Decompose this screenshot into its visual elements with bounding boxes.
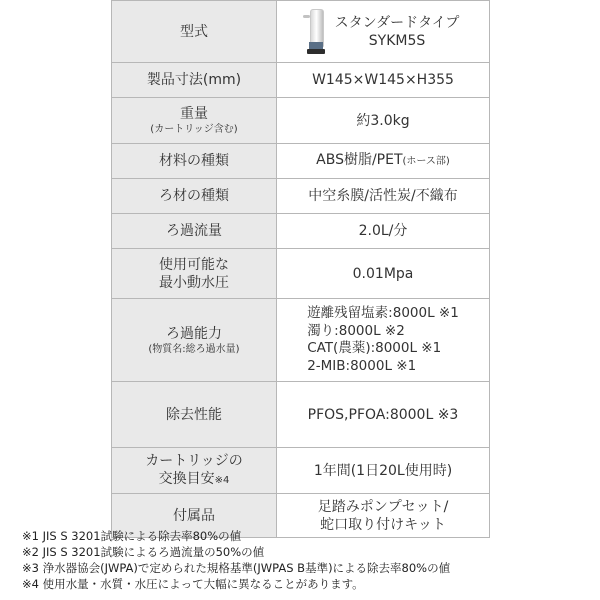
capacity-value-cat: CAT(農薬):8000L ※1 — [307, 340, 442, 356]
table-row — [112, 98, 490, 144]
replace-label-note: ※4 — [214, 474, 230, 486]
table-row — [112, 299, 490, 382]
capacity-values — [277, 299, 490, 382]
pressure-label-line-2: 最小動水圧 — [159, 274, 229, 291]
table-row — [112, 63, 490, 98]
flow-value: 2.0L/分 — [277, 214, 490, 249]
capacity-label-main: ろ過能力 — [166, 325, 222, 342]
flow-label: ろ過流量 — [112, 214, 277, 249]
capacity-value-2mib: 2-MIB:8000L ※1 — [307, 357, 417, 374]
pressure-label-line-1: 使用可能な — [159, 256, 229, 273]
accessories-label: 付属品 — [112, 494, 277, 538]
spec-table — [111, 0, 490, 538]
footnote-2: ※2 JIS S 3201試験によるろ過流量の50%の値 — [22, 545, 265, 559]
weight-label-main: 重量 — [180, 106, 208, 122]
removal-label: 除去性能 — [112, 382, 277, 448]
material-value-main: ABS樹脂/PET — [316, 152, 403, 168]
table-row — [112, 144, 490, 179]
material-label: 材料の種類 — [112, 144, 277, 179]
model-code: SYKM5S — [368, 32, 426, 49]
water-filter-icon — [307, 9, 325, 55]
capacity-value-turbidity: 濁り:8000L ※2 — [307, 322, 405, 339]
pressure-label — [112, 249, 277, 299]
filter-media-label: ろ材の種類 — [112, 179, 277, 214]
capacity-value-chlorine: 遊離残留塩素:8000L ※1 — [307, 305, 459, 321]
dimensions-label: 製品寸法(mm) — [112, 63, 277, 98]
table-row — [112, 214, 490, 249]
table-row — [112, 382, 490, 448]
table-row — [112, 249, 490, 299]
accessories-value-line-2: 蛇口取り付けキット — [320, 516, 446, 533]
table-row — [112, 1, 490, 63]
dimensions-value: W145×W145×H355 — [277, 63, 490, 98]
replace-value: 1年間(1日20L使用時) — [277, 448, 490, 494]
replace-label — [112, 448, 277, 494]
pressure-value: 0.01Mpa — [277, 249, 490, 299]
footnote-1: ※1 JIS S 3201試験による除去率80%の値 — [22, 529, 242, 543]
table-row — [112, 448, 490, 494]
model-value — [277, 1, 490, 63]
footnotes — [22, 528, 592, 592]
model-label: 型式 — [112, 1, 277, 63]
replace-label-line-1: カートリッジの — [145, 452, 243, 469]
material-value — [277, 144, 490, 179]
replace-label-line-2: 交換目安 — [158, 470, 215, 487]
table-row — [112, 179, 490, 214]
capacity-label — [112, 299, 277, 382]
filter-media-value: 中空糸膜/活性炭/不織布 — [277, 179, 490, 214]
weight-value: 約3.0kg — [277, 98, 490, 144]
model-name: スタンダードタイプ — [334, 14, 460, 31]
footnote-4: ※4 使用水量・水質・水圧によって大幅に異なることがあります。 — [22, 577, 364, 591]
weight-label — [112, 98, 277, 144]
removal-value: PFOS,PFOA:8000L ※3 — [277, 382, 490, 448]
weight-label-sub: (カートリッジ含む) — [150, 124, 238, 135]
accessories-value-line-1: 足踏みポンプセット/ — [317, 498, 449, 515]
footnote-3: ※3 浄水器協会(JWPA)で定められた規格基準(JWPAS B基準)による除去率80%の値 — [22, 561, 451, 575]
material-value-sub: (ホース部) — [402, 156, 450, 167]
capacity-label-sub: (物質名:総ろ過水量) — [148, 343, 240, 355]
